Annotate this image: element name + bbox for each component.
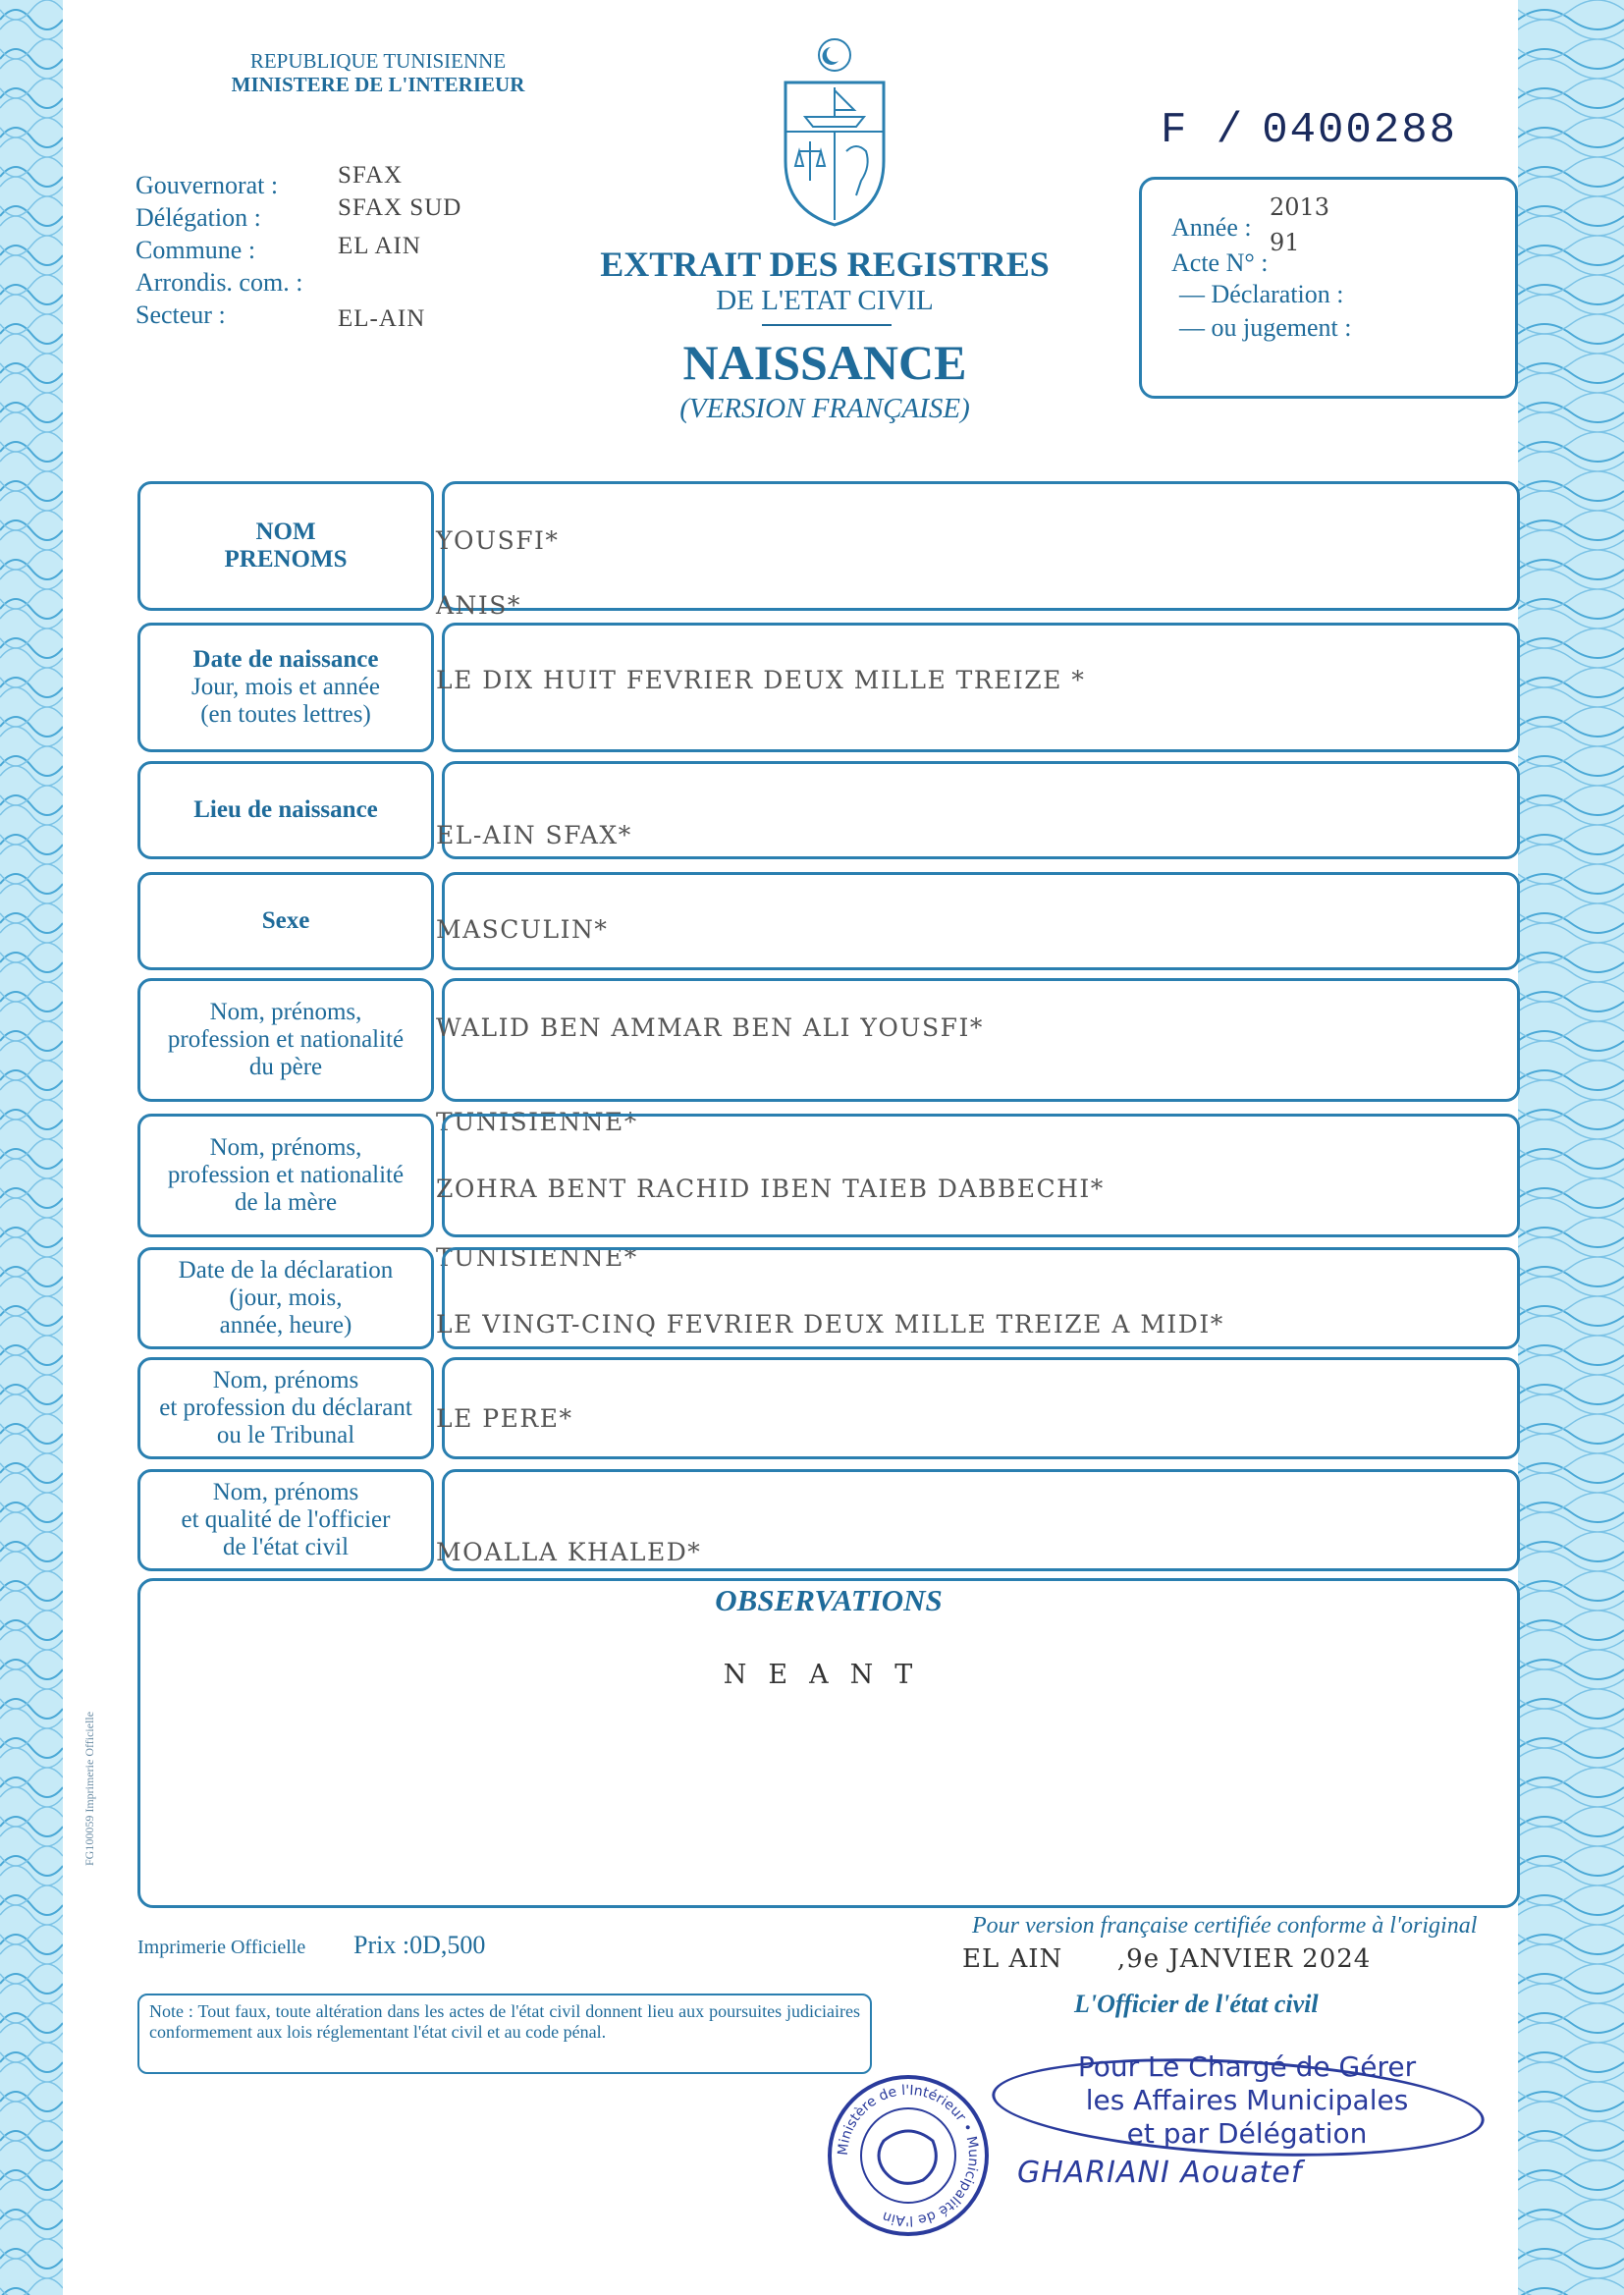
officer-title: L'Officier de l'état civil (1074, 1990, 1319, 2018)
label-nom-prenoms: NOM PRENOMS (137, 481, 434, 611)
label-officier: Nom, prénoms et qualité de l'officier de l'état civil (137, 1469, 434, 1571)
declaration-label: — Déclaration : (1179, 280, 1344, 308)
stamp-line-2: les Affaires Municipales (1085, 2084, 1409, 2116)
mere-value: ZOHRA BENT RACHID IBEN TAIEB DABBECHI* (436, 1175, 1105, 1203)
jugement-label: — ou jugement : (1179, 313, 1352, 342)
pere-value: WALID BEN AMMAR BEN ALI YOUSFI* (436, 1013, 984, 1042)
officier-value: MOALLA KHALED* (436, 1538, 702, 1566)
label-date-declaration: Date de la déclaration (jour, mois, année, heure) (137, 1247, 434, 1349)
prenoms-value: ANIS* (436, 591, 521, 620)
signatory-name: GHARIANI Aouatef (1017, 2156, 1303, 2190)
date-naissance-value: LE DIX HUIT FEVRIER DEUX MILLE TREIZE * (436, 666, 1086, 694)
guilloche-border-left (0, 0, 63, 2295)
legal-note: Note : Tout faux, toute altération dans les actes de l'état civil donnent lieu aux poursuites judiciaires conformement aux lois réglementant l'état civil et au code pénal. (137, 1994, 872, 2074)
sexe-value: MASCULIN* (436, 915, 609, 944)
document-type: NAISSANCE (682, 335, 967, 390)
guilloche-border-right (1518, 0, 1624, 2295)
nom-value: YOUSFI* (436, 526, 560, 555)
imprimerie-label: Imprimerie Officielle (137, 1937, 306, 1958)
label-declarant: Nom, prénoms et profession du déclarant ou le Tribunal (137, 1357, 434, 1459)
stamp-line-3: et par Délégation (1126, 2117, 1368, 2150)
mere-nationalite: TUNISIENNE* (436, 1243, 638, 1272)
country-name: REPUBLIQUE TUNISIENNE (249, 49, 507, 73)
document-title: EXTRAIT DES REGISTRES (600, 245, 1050, 284)
annee-value: 2013 (1270, 193, 1330, 221)
label-lieu-naissance: Lieu de naissance (137, 761, 434, 859)
issue-date-line (962, 1944, 1371, 1974)
ministry-name: MINISTERE DE L'INTERIEUR (231, 73, 525, 96)
lieu-naissance-value: EL-AIN SFAX* (436, 821, 632, 849)
document-subtitle: DE L'ETAT CIVIL (716, 285, 934, 316)
document-version: (VERSION FRANÇAISE) (679, 393, 970, 424)
label-mere: Nom, prénoms, profession et nationalité de la mère (137, 1114, 434, 1237)
acte-value: 91 (1270, 229, 1300, 256)
prix-label: Prix :0D,500 (353, 1931, 486, 1959)
reference-box (1139, 177, 1518, 399)
certification-text: Pour version française certifiée conforme à l'original (972, 1913, 1478, 1939)
observations-title: OBSERVATIONS (715, 1583, 943, 1617)
label-pere: Nom, prénoms, profession et nationalité du père (137, 978, 434, 1102)
acte-label: Acte N° : (1171, 248, 1269, 277)
form-number-value: 0400288 (1262, 106, 1458, 155)
title-divider (762, 324, 892, 326)
value-box-declarant (442, 1357, 1520, 1459)
signature-stamp (1011, 2050, 1483, 2151)
value-box-nom (442, 481, 1520, 611)
pere-nationalite: TUNISIENNE* (436, 1108, 638, 1136)
stamp-line-1: Pour Le Chargé de Gérer (1077, 2050, 1417, 2083)
label-date-naissance: Date de naissance Jour, mois et année (en toutes lettres) (137, 623, 434, 752)
observations-value: NEANT (723, 1660, 935, 1690)
svg-text:Ministère de l'Intérieur • Mun (836, 2083, 981, 2228)
date-declaration-value: LE VINGT-CINQ FEVRIER DEUX MILLE TREIZE A MIDI* (436, 1310, 1224, 1339)
issue-date: ,9e JANVIER 2024 (1116, 1944, 1372, 1974)
seal-text: Ministère de l'Intérieur • Municipalité de l'Ain (835, 2082, 982, 2229)
printer-code-vertical: FG100059 Imprimerie Officielle (82, 1711, 96, 1866)
tunisia-coat-of-arms-icon (766, 33, 903, 230)
annee-label: Année : (1171, 213, 1252, 242)
label-sexe: Sexe (137, 872, 434, 970)
issue-place: EL AIN (962, 1944, 1063, 1974)
official-seal-icon (825, 2072, 992, 2239)
form-number-prefix: F / (1161, 106, 1245, 155)
form-number (1161, 106, 1457, 155)
observations-box (137, 1578, 1520, 1908)
declarant-value: LE PERE* (436, 1404, 573, 1433)
ministry-header (206, 49, 550, 96)
